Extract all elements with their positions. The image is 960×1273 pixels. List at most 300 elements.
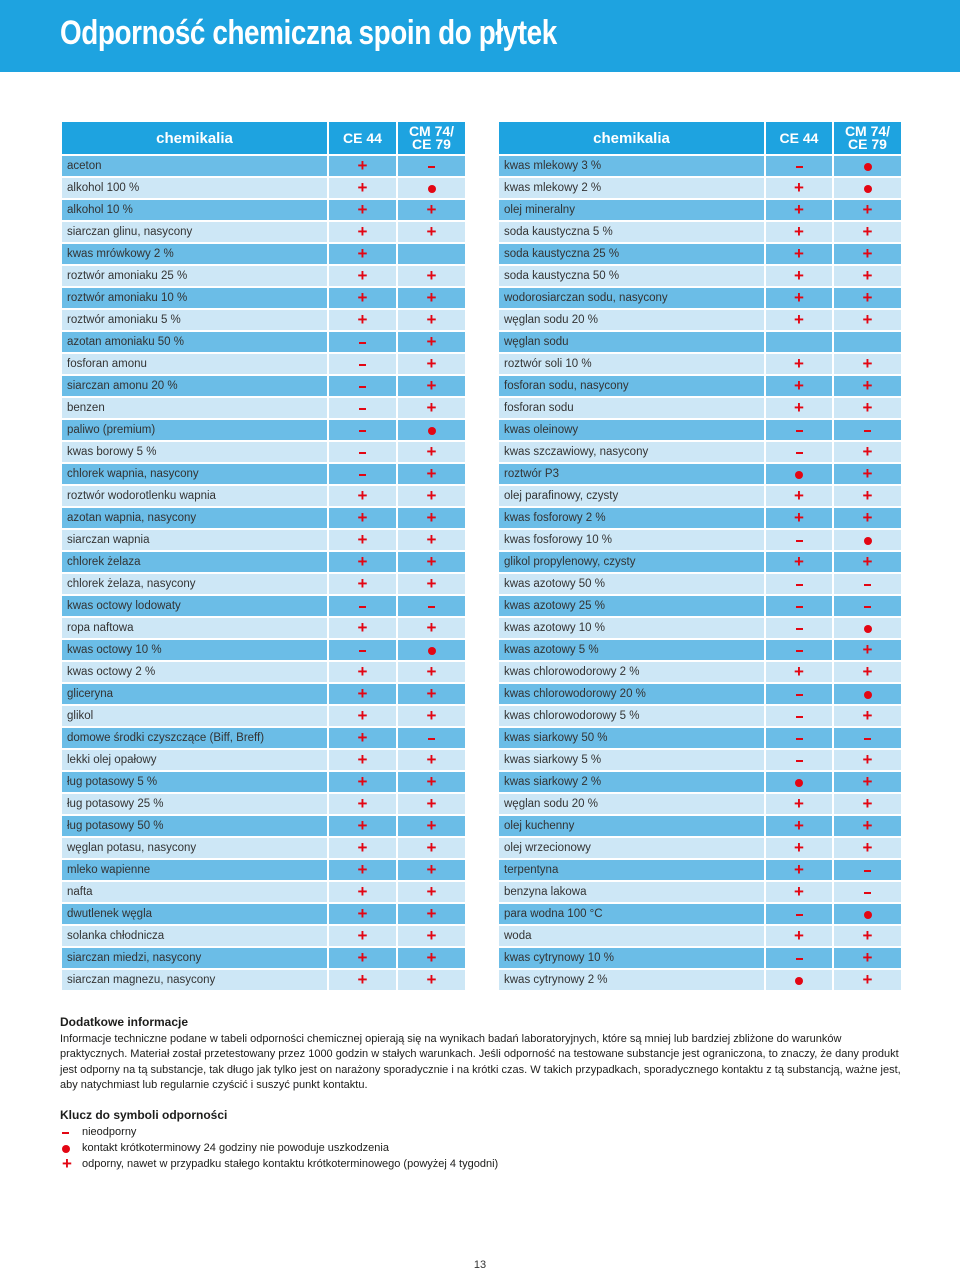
resistant-plus-icon: + xyxy=(766,200,832,220)
resistant-plus-icon: + xyxy=(766,398,832,418)
resistant-plus-icon: + xyxy=(398,376,465,396)
table-row xyxy=(62,266,465,286)
table-row xyxy=(62,508,465,528)
resistant-plus-icon: + xyxy=(766,376,832,396)
resistant-plus-icon: + xyxy=(834,772,901,792)
resistant-plus-icon: + xyxy=(398,486,465,506)
resistant-plus-icon: + xyxy=(398,684,465,704)
short-term-dot-icon xyxy=(398,420,465,440)
not-resistant-minus-icon xyxy=(834,860,901,880)
chemical-name: kwas cytrynowy 2 % xyxy=(499,970,764,990)
table-row xyxy=(62,794,465,814)
chemical-name: alkohol 10 % xyxy=(62,200,327,220)
not-resistant-minus-icon xyxy=(329,596,396,616)
resistant-plus-icon: + xyxy=(329,222,396,242)
table-row xyxy=(499,178,901,198)
table-row xyxy=(62,464,465,484)
empty-cell xyxy=(834,332,901,352)
key-item: kontakt krótkoterminowy 24 godziny nie powoduje uszkodzenia xyxy=(60,1140,902,1156)
resistant-plus-icon: + xyxy=(398,662,465,682)
table-row xyxy=(499,772,901,792)
table-header xyxy=(62,122,465,154)
table-row xyxy=(62,486,465,506)
resistant-plus-icon: + xyxy=(329,970,396,990)
short-term-dot-icon xyxy=(398,178,465,198)
table-row xyxy=(499,222,901,242)
chemical-name: fosforan sodu xyxy=(499,398,764,418)
resistant-plus-icon: + xyxy=(329,662,396,682)
symbol-key xyxy=(60,1107,902,1172)
not-resistant-minus-icon xyxy=(834,728,901,748)
table-row xyxy=(499,200,901,220)
chemical-name: roztwór amoniaku 25 % xyxy=(62,266,327,286)
chemical-name: kwas fosforowy 2 % xyxy=(499,508,764,528)
info-heading: Dodatkowe informacje xyxy=(60,1015,189,1029)
info-text: Informacje techniczne podane w tabeli odporności chemicznej opierają się na wynikach badań laboratoryjnych, które są mniej lub bardziej zbliżone do warunków praktycznych. Materiał został przetestowany przez 1000 godzin w stałych warunkach. Jeśli odporność na testowane substancje jest ograniczona, to znaczy, że dany produkt jest odporny na tą substancje, tak długo jak tylko jest on narażony sporadycznie i na krótki czas. W takich przypadkach, sporadycznego kontaktu z tą substancją, ważne jest, aby natychmiast lub regularnie czyścić i suszyć punkt kontaktu. xyxy=(60,1032,901,1092)
chemical-name: kwas borowy 5 % xyxy=(62,442,327,462)
table-row xyxy=(499,618,901,638)
resistant-plus-icon: + xyxy=(834,354,901,374)
not-resistant-minus-icon xyxy=(834,574,901,594)
table-row xyxy=(62,904,465,924)
short-term-dot-icon xyxy=(766,772,832,792)
resistant-plus-icon: + xyxy=(329,508,396,528)
col-header-cm74: CM 74/ CE 79 xyxy=(834,122,901,154)
table-row xyxy=(499,288,901,308)
table-row xyxy=(499,354,901,374)
table-row xyxy=(62,750,465,770)
col-header-ce44: CE 44 xyxy=(766,122,832,154)
resistant-plus-icon: + xyxy=(766,244,832,264)
resistant-plus-icon: + xyxy=(329,816,396,836)
resistant-plus-icon: + xyxy=(834,266,901,286)
resistant-plus-icon: + xyxy=(834,222,901,242)
not-resistant-minus-icon xyxy=(329,640,396,660)
resistant-plus-icon: + xyxy=(329,156,396,176)
table-row xyxy=(62,640,465,660)
col-header-chemicals: chemikalia xyxy=(499,122,764,154)
not-resistant-minus-icon xyxy=(329,354,396,374)
table-row xyxy=(62,420,465,440)
empty-cell xyxy=(766,332,832,352)
chemical-name: soda kaustyczna 5 % xyxy=(499,222,764,242)
resistant-plus-icon: + xyxy=(329,794,396,814)
table-row xyxy=(499,508,901,528)
resistant-plus-icon: + xyxy=(329,684,396,704)
chemical-name: ług potasowy 50 % xyxy=(62,816,327,836)
chemical-name: kwas azotowy 5 % xyxy=(499,640,764,660)
resistant-plus-icon: + xyxy=(329,904,396,924)
chemical-name: kwas cytrynowy 10 % xyxy=(499,948,764,968)
not-resistant-minus-icon xyxy=(398,728,465,748)
not-resistant-minus-icon xyxy=(766,728,832,748)
table-row xyxy=(499,926,901,946)
chemical-name: roztwór amoniaku 10 % xyxy=(62,288,327,308)
not-resistant-minus-icon xyxy=(329,332,396,352)
table-row xyxy=(499,574,901,594)
table-row xyxy=(62,596,465,616)
not-resistant-minus-icon xyxy=(834,596,901,616)
chemical-name: azotan amoniaku 50 % xyxy=(62,332,327,352)
resistant-plus-icon: + xyxy=(766,552,832,572)
chemical-name: olej wrzecionowy xyxy=(499,838,764,858)
chemical-name: kwas azotowy 25 % xyxy=(499,596,764,616)
resistant-plus-icon: + xyxy=(329,728,396,748)
chemical-name: kwas azotowy 50 % xyxy=(499,574,764,594)
table-row xyxy=(62,838,465,858)
chemical-name: kwas siarkowy 2 % xyxy=(499,772,764,792)
key-item: + odporny, nawet w przypadku stałego kontaktu krótkoterminowego (powyżej 4 tygodni) xyxy=(62,1154,499,1173)
resistant-plus-icon: + xyxy=(329,530,396,550)
resistant-plus-icon: + xyxy=(329,618,396,638)
table-body xyxy=(499,156,901,990)
empty-cell xyxy=(398,244,465,264)
resistant-plus-icon: + xyxy=(398,750,465,770)
resistant-plus-icon: + xyxy=(329,552,396,572)
chemical-name: węglan potasu, nasycony xyxy=(62,838,327,858)
resistant-plus-icon: + xyxy=(834,244,901,264)
table-row xyxy=(62,970,465,990)
table-row xyxy=(499,310,901,330)
table-header xyxy=(499,122,901,154)
chemical-name: kwas octowy 10 % xyxy=(62,640,327,660)
resistant-plus-icon: + xyxy=(398,288,465,308)
table-row xyxy=(499,816,901,836)
table-row xyxy=(62,662,465,682)
resistant-plus-icon: + xyxy=(398,860,465,880)
short-term-dot-icon xyxy=(834,156,901,176)
resistant-plus-icon: + xyxy=(834,816,901,836)
chemical-name: soda kaustyczna 50 % xyxy=(499,266,764,286)
chemical-name: wodorosiarczan sodu, nasycony xyxy=(499,288,764,308)
resistant-plus-icon: + xyxy=(834,926,901,946)
table-row xyxy=(499,376,901,396)
chemical-name: węglan sodu xyxy=(499,332,764,352)
table-row xyxy=(499,640,901,660)
resistant-plus-icon: + xyxy=(398,222,465,242)
chemical-name: siarczan magnezu, nasycony xyxy=(62,970,327,990)
resistant-plus-icon: + xyxy=(834,970,901,990)
table-row xyxy=(499,420,901,440)
chemical-name: dwutlenek węgla xyxy=(62,904,327,924)
chemical-name: ług potasowy 25 % xyxy=(62,794,327,814)
col-header-chemicals: chemikalia xyxy=(62,122,327,154)
resistant-plus-icon: + xyxy=(834,794,901,814)
chemical-name: chlorek żelaza, nasycony xyxy=(62,574,327,594)
chemical-name: olej kuchenny xyxy=(499,816,764,836)
resistant-plus-icon: + xyxy=(766,486,832,506)
col-header-cm74: CM 74/ CE 79 xyxy=(398,122,465,154)
not-resistant-minus-icon xyxy=(766,640,832,660)
not-resistant-minus-icon xyxy=(398,156,465,176)
table-row xyxy=(499,794,901,814)
resistant-plus-icon: + xyxy=(329,178,396,198)
table-row xyxy=(499,486,901,506)
resistant-plus-icon: + xyxy=(398,794,465,814)
short-term-dot-icon xyxy=(398,640,465,660)
resistant-plus-icon: + xyxy=(766,310,832,330)
resistant-plus-icon: + xyxy=(329,200,396,220)
not-resistant-minus-icon xyxy=(766,156,832,176)
table-row xyxy=(499,882,901,902)
resistant-plus-icon: + xyxy=(398,442,465,462)
table-row xyxy=(499,728,901,748)
table-row xyxy=(499,266,901,286)
resistant-plus-icon: + xyxy=(834,200,901,220)
chemical-name: glikol propylenowy, czysty xyxy=(499,552,764,572)
chemical-name: kwas szczawiowy, nasycony xyxy=(499,442,764,462)
table-row xyxy=(499,948,901,968)
resistant-plus-icon: + xyxy=(766,882,832,902)
table-row xyxy=(62,288,465,308)
resistant-plus-icon: + xyxy=(329,244,396,264)
table-row xyxy=(499,706,901,726)
resistant-plus-icon: + xyxy=(398,816,465,836)
resistant-plus-icon: + xyxy=(766,860,832,880)
table-row xyxy=(62,354,465,374)
not-resistant-minus-icon xyxy=(766,618,832,638)
chemical-name: soda kaustyczna 25 % xyxy=(499,244,764,264)
resistant-plus-icon: + xyxy=(398,354,465,374)
not-resistant-minus-icon xyxy=(766,420,832,440)
short-term-dot-icon xyxy=(834,530,901,550)
chemical-name: kwas chlorowodorowy 5 % xyxy=(499,706,764,726)
table-row xyxy=(62,530,465,550)
key-item: nieodporny xyxy=(60,1124,902,1140)
chemical-name: paliwo (premium) xyxy=(62,420,327,440)
not-resistant-minus-icon xyxy=(766,684,832,704)
not-resistant-minus-icon xyxy=(398,596,465,616)
chemical-name: siarczan amonu 20 % xyxy=(62,376,327,396)
resistant-plus-icon: + xyxy=(766,222,832,242)
short-term-dot-icon xyxy=(834,618,901,638)
chemical-name: aceton xyxy=(62,156,327,176)
chemical-name: kwas mlekowy 3 % xyxy=(499,156,764,176)
table-row xyxy=(499,596,901,616)
short-term-dot-icon xyxy=(834,684,901,704)
table-row xyxy=(62,706,465,726)
table-row xyxy=(499,860,901,880)
chemical-name: para wodna 100 °C xyxy=(499,904,764,924)
chemical-name: kwas siarkowy 5 % xyxy=(499,750,764,770)
not-resistant-minus-icon xyxy=(766,706,832,726)
resistant-plus-icon: + xyxy=(398,398,465,418)
resistant-plus-icon: + xyxy=(329,882,396,902)
chemical-name: olej parafinowy, czysty xyxy=(499,486,764,506)
resistant-plus-icon: + xyxy=(834,838,901,858)
chemical-name: mleko wapienne xyxy=(62,860,327,880)
not-resistant-minus-icon xyxy=(329,398,396,418)
resistant-plus-icon: + xyxy=(834,442,901,462)
table-row xyxy=(62,684,465,704)
chemical-name: glikol xyxy=(62,706,327,726)
short-term-dot-icon xyxy=(834,904,901,924)
table-row xyxy=(62,332,465,352)
table-row xyxy=(499,464,901,484)
resistant-plus-icon: + xyxy=(398,266,465,286)
chemical-name: kwas chlorowodorowy 2 % xyxy=(499,662,764,682)
resistant-plus-icon: + xyxy=(398,970,465,990)
table-row xyxy=(62,860,465,880)
table-row xyxy=(499,838,901,858)
resistant-plus-icon: + xyxy=(329,706,396,726)
table-row xyxy=(62,882,465,902)
resistant-plus-icon: + xyxy=(329,926,396,946)
resistant-plus-icon: + xyxy=(329,948,396,968)
resistant-plus-icon: + xyxy=(398,882,465,902)
not-resistant-minus-icon xyxy=(329,442,396,462)
resistant-plus-icon: + xyxy=(398,310,465,330)
chemical-name: ropa naftowa xyxy=(62,618,327,638)
not-resistant-minus-icon xyxy=(329,464,396,484)
resistant-plus-icon: + xyxy=(834,376,901,396)
chemical-name: węglan sodu 20 % xyxy=(499,310,764,330)
chemical-name: azotan wapnia, nasycony xyxy=(62,508,327,528)
resistant-plus-icon: + xyxy=(834,486,901,506)
resistant-plus-icon: + xyxy=(329,772,396,792)
chemical-name: kwas octowy lodowaty xyxy=(62,596,327,616)
resistant-plus-icon: + xyxy=(329,574,396,594)
chemical-name: kwas azotowy 10 % xyxy=(499,618,764,638)
chemical-name: gliceryna xyxy=(62,684,327,704)
resistant-plus-icon: + xyxy=(398,552,465,572)
table-row xyxy=(499,904,901,924)
chemical-name: fosforan sodu, nasycony xyxy=(499,376,764,396)
resistant-plus-icon: + xyxy=(834,508,901,528)
resistant-plus-icon: + xyxy=(834,288,901,308)
table-row xyxy=(62,552,465,572)
resistant-plus-icon: + xyxy=(834,662,901,682)
table-row xyxy=(62,156,465,176)
not-resistant-minus-icon xyxy=(766,442,832,462)
resistant-plus-icon: + xyxy=(398,904,465,924)
plus-icon: + xyxy=(62,1154,72,1173)
table-row xyxy=(62,926,465,946)
table-row xyxy=(499,684,901,704)
table-row xyxy=(499,662,901,682)
chemical-name: woda xyxy=(499,926,764,946)
resistant-plus-icon: + xyxy=(398,618,465,638)
table-row xyxy=(499,970,901,990)
resistant-plus-icon: + xyxy=(398,926,465,946)
resistant-plus-icon: + xyxy=(398,200,465,220)
table-row xyxy=(499,442,901,462)
chemical-name: siarczan glinu, nasycony xyxy=(62,222,327,242)
table-row xyxy=(499,332,901,352)
chemical-name: roztwór amoniaku 5 % xyxy=(62,310,327,330)
chemical-name: węglan sodu 20 % xyxy=(499,794,764,814)
resistant-plus-icon: + xyxy=(834,398,901,418)
resistant-plus-icon: + xyxy=(329,838,396,858)
table-row xyxy=(62,222,465,242)
resistant-plus-icon: + xyxy=(834,948,901,968)
chemical-name: kwas mrówkowy 2 % xyxy=(62,244,327,264)
table-row xyxy=(62,178,465,198)
resistant-plus-icon: + xyxy=(329,750,396,770)
table-row xyxy=(62,310,465,330)
chemical-name: chlorek wapnia, nasycony xyxy=(62,464,327,484)
chemical-name: kwas chlorowodorowy 20 % xyxy=(499,684,764,704)
table-row xyxy=(499,244,901,264)
resistant-plus-icon: + xyxy=(766,266,832,286)
chemical-name: roztwór P3 xyxy=(499,464,764,484)
resistant-plus-icon: + xyxy=(329,288,396,308)
resistant-plus-icon: + xyxy=(766,662,832,682)
chemical-name: fosforan amonu xyxy=(62,354,327,374)
header-bar xyxy=(0,0,960,72)
resistant-plus-icon: + xyxy=(398,772,465,792)
resistant-plus-icon: + xyxy=(766,816,832,836)
table-row xyxy=(62,442,465,462)
resistant-plus-icon: + xyxy=(766,354,832,374)
short-term-dot-icon xyxy=(834,178,901,198)
short-term-dot-icon xyxy=(766,464,832,484)
resistant-plus-icon: + xyxy=(329,266,396,286)
chemical-name: siarczan miedzi, nasycony xyxy=(62,948,327,968)
resistant-plus-icon: + xyxy=(398,838,465,858)
chemical-name: nafta xyxy=(62,882,327,902)
not-resistant-minus-icon xyxy=(766,530,832,550)
chemical-name: kwas mlekowy 2 % xyxy=(499,178,764,198)
chemical-name: solanka chłodnicza xyxy=(62,926,327,946)
table-row xyxy=(499,156,901,176)
resistant-plus-icon: + xyxy=(834,750,901,770)
resistance-table-right xyxy=(497,120,903,992)
resistant-plus-icon: + xyxy=(834,640,901,660)
chemical-name: terpentyna xyxy=(499,860,764,880)
resistance-table-left xyxy=(60,120,467,992)
not-resistant-minus-icon xyxy=(766,948,832,968)
chemical-name: ług potasowy 5 % xyxy=(62,772,327,792)
not-resistant-minus-icon xyxy=(766,904,832,924)
resistant-plus-icon: + xyxy=(329,860,396,880)
resistant-plus-icon: + xyxy=(329,486,396,506)
table-row xyxy=(62,948,465,968)
resistant-plus-icon: + xyxy=(398,530,465,550)
not-resistant-minus-icon xyxy=(766,596,832,616)
not-resistant-minus-icon xyxy=(834,882,901,902)
page-title: Odporność chemiczna spoin do płytek xyxy=(60,14,557,52)
resistant-plus-icon: + xyxy=(766,838,832,858)
resistant-plus-icon: + xyxy=(398,948,465,968)
table-row xyxy=(62,574,465,594)
not-resistant-minus-icon xyxy=(766,750,832,770)
chemical-name: benzen xyxy=(62,398,327,418)
chemical-name: alkohol 100 % xyxy=(62,178,327,198)
resistant-plus-icon: + xyxy=(398,332,465,352)
chemical-name: benzyna lakowa xyxy=(499,882,764,902)
col-header-ce44: CE 44 xyxy=(329,122,396,154)
table-row xyxy=(499,552,901,572)
resistant-plus-icon: + xyxy=(766,794,832,814)
resistant-plus-icon: + xyxy=(398,464,465,484)
additional-info xyxy=(60,1015,902,1094)
resistant-plus-icon: + xyxy=(834,464,901,484)
not-resistant-minus-icon xyxy=(329,376,396,396)
chemical-name: lekki olej opałowy xyxy=(62,750,327,770)
table-body xyxy=(62,156,465,990)
not-resistant-minus-icon xyxy=(834,420,901,440)
not-resistant-minus-icon xyxy=(329,420,396,440)
table-row xyxy=(62,376,465,396)
table-row xyxy=(62,618,465,638)
resistant-plus-icon: + xyxy=(398,706,465,726)
table-row xyxy=(62,398,465,418)
table-row xyxy=(499,530,901,550)
resistant-plus-icon: + xyxy=(834,552,901,572)
chemical-name: kwas fosforowy 10 % xyxy=(499,530,764,550)
table-row xyxy=(499,398,901,418)
